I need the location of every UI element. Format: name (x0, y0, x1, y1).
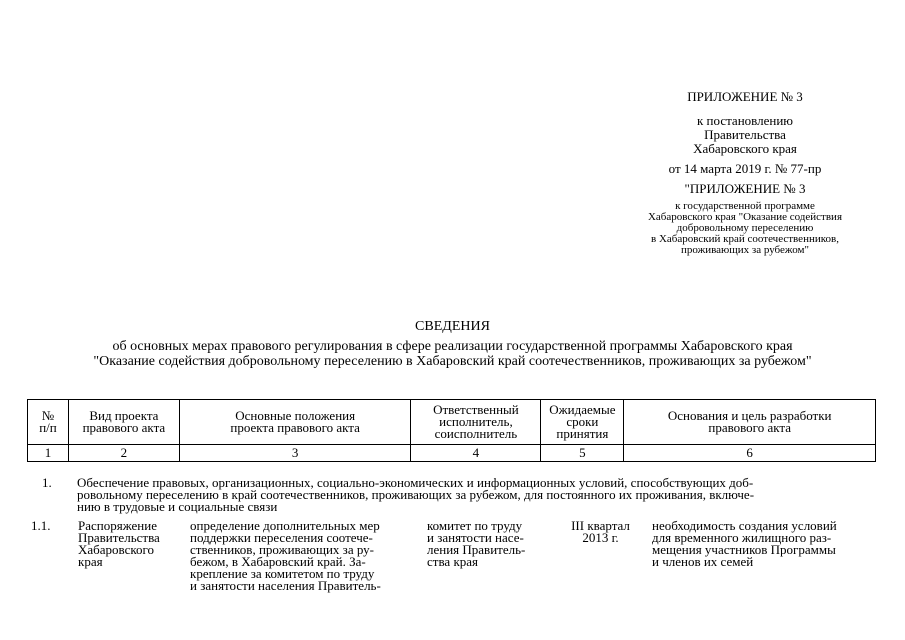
header-cell-deadline: Ожидаемые сроки принятия (541, 400, 624, 445)
header-cell-number: № п/п (28, 400, 69, 445)
table-header-row (28, 400, 876, 445)
program-appendix-line: добровольному переселению (676, 222, 814, 234)
column-number: 6 (624, 445, 876, 462)
program-appendix-line: в Хабаровский край соотечественников, (651, 233, 839, 245)
appendix-title: ПРИЛОЖЕНИЕ № 3 (687, 89, 803, 104)
row-grounds: необходимость создания условий для временного жилищного раз- мещения участников Программы и членов их семей (652, 518, 837, 569)
program-appendix-line: Хабаровского края "Оказание содействия (647, 211, 842, 223)
row-executor: комитет по труду и занятости насе- ления Правитель- ства края (427, 518, 526, 569)
header-cell-provisions: Основные положения проекта правового акта (179, 400, 411, 445)
column-numbers-row (28, 445, 876, 462)
document-subtitle-line: "Оказание содействия добровольному переселению в Хабаровский край соотечественников, проживающих за рубежом" (93, 354, 812, 369)
column-number: 4 (411, 445, 541, 462)
row-deadline: III квартал 2013 г. (571, 518, 630, 545)
measures-table-header (27, 399, 876, 462)
appendix-line: Хабаровского края (693, 141, 797, 156)
column-number: 5 (541, 445, 624, 462)
header-cell-act-type: Вид проекта правового акта (68, 400, 179, 445)
column-number: 3 (179, 445, 411, 462)
column-number: 1 (28, 445, 69, 462)
program-appendix-line: к государственной программе (675, 200, 815, 212)
program-appendix-line: проживающих за рубежом" (681, 244, 809, 256)
program-appendix-title: "ПРИЛОЖЕНИЕ № 3 (684, 181, 806, 196)
document-title: СВЕДЕНИЯ (415, 319, 490, 334)
row-act-type: Распоряжение Правительства Хабаровского края (78, 518, 160, 569)
header-cell-grounds: Основания и цель разработки правового акта (624, 400, 876, 445)
row-provisions: определение дополнительных мер поддержки переселения соотече- ственников, проживающих за ру- бежом, в Хабаровский край. За- крепление за комитетом по труду и занятости населения Правитель- (190, 518, 381, 593)
program-appendix-block (610, 182, 880, 256)
appendix-line: к постановлению (696, 113, 794, 128)
header-cell-executor: Ответственный исполнитель, соисполнитель (411, 400, 541, 445)
appendix-block (610, 90, 880, 176)
section-title: Обеспечение правовых, организационных, социально-экономических и информационных условий, способствующих доб- ровольному переселению в край соотечественников, проживающих за рубежом, для постоянного их проживания, включе- нию в трудовые и социальные связи (77, 475, 755, 514)
column-number: 2 (68, 445, 179, 462)
row-number: 1.1. (31, 518, 51, 533)
section-number: 1. (42, 475, 52, 490)
appendix-date: от 14 марта 2019 г. № 77-пр (668, 161, 822, 176)
appendix-line: Правительства (704, 127, 786, 142)
document-subtitle-line: об основных мерах правового регулирования в сфере реализации государственной программы Хабаровского края (112, 339, 793, 354)
